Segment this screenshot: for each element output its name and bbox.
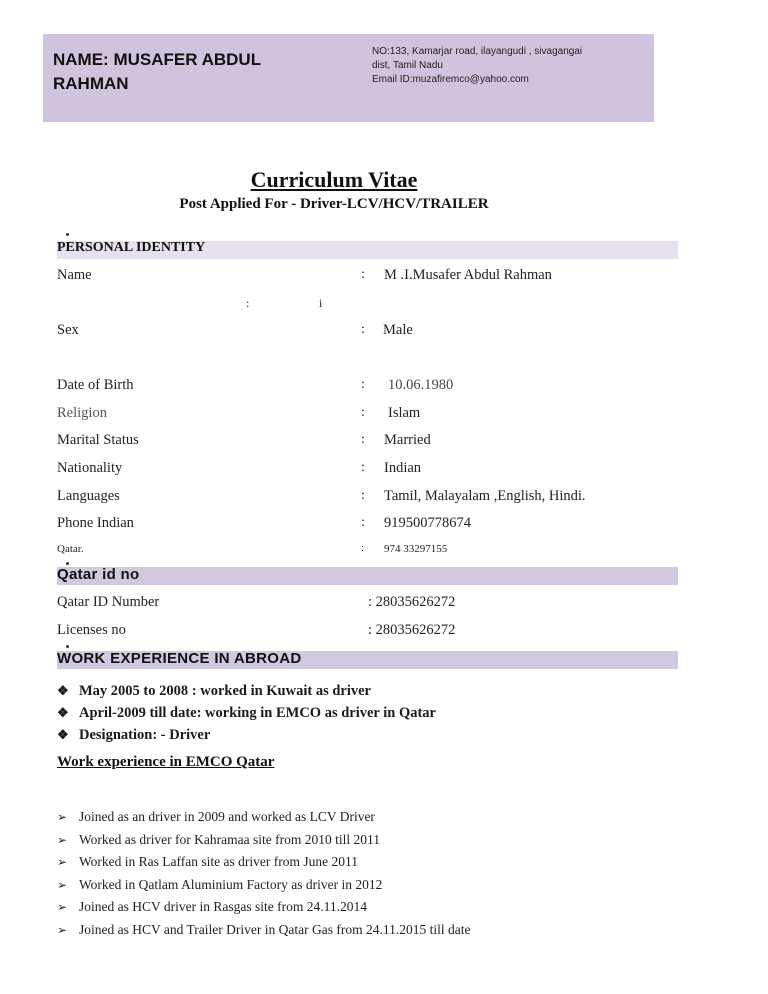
list-item: ➢ Joined as HCV and Trailer Driver in Qatar Gas from 24.11.2015 till date xyxy=(57,919,470,942)
arrow-icon: ➢ xyxy=(57,855,68,870)
label-dob: Date of Birth xyxy=(57,377,134,393)
list-item: ❖ Designation: - Driver xyxy=(57,724,436,746)
list-item: ➢ Joined as an driver in 2009 and worked as LCV Driver xyxy=(57,806,470,829)
label-sex: Sex xyxy=(57,322,79,338)
section-heading-qatar: Qatar id no xyxy=(57,566,140,583)
stray-dot xyxy=(66,233,69,236)
stray-dot xyxy=(66,645,69,648)
label-licenses: Licenses no xyxy=(57,622,126,638)
list-item: ➢ Worked in Qatlam Aluminium Factory as driver in 2012 xyxy=(57,874,470,897)
email: Email ID:muzafiremco@yahoo.com xyxy=(372,74,529,85)
contact-block xyxy=(372,45,647,87)
label-phone-qatar: Qatar. xyxy=(57,543,84,555)
value-phone-qatar: 974 33297155 xyxy=(384,543,448,555)
post-applied: Post Applied For - Driver-LCV/HCV/TRAILER xyxy=(179,196,489,212)
arrow-icon: ➢ xyxy=(57,877,68,892)
colon: : xyxy=(361,488,365,503)
bullet-icon: ❖ xyxy=(57,727,69,742)
subheading-emco: Work experience in EMCO Qatar xyxy=(57,754,275,770)
colon: : xyxy=(361,432,365,447)
colon: : xyxy=(361,322,365,337)
value-phone-indian: 919500778674 xyxy=(384,515,471,531)
value-languages: Tamil, Malayalam ,English, Hindi. xyxy=(384,488,586,504)
document-title: Curriculum Vitae xyxy=(250,167,418,192)
label-qatar-id: Qatar ID Number xyxy=(57,594,160,610)
value-nationality: Indian xyxy=(384,460,422,476)
colon: : xyxy=(361,542,365,554)
list-item: ❖ May 2005 to 2008 : worked in Kuwait as driver xyxy=(57,680,436,702)
colon: : xyxy=(361,377,365,392)
list-item: ➢ Joined as HCV driver in Rasgas site from 24.11.2014 xyxy=(57,896,470,919)
list-item: ❖ April-2009 till date: working in EMCO as driver in Qatar xyxy=(57,702,436,724)
bullet-icon: ❖ xyxy=(57,705,69,720)
value-religion: Islam xyxy=(388,405,421,421)
label-phone-indian: Phone Indian xyxy=(57,515,134,531)
value-name: M .I.Musafer Abdul Rahman xyxy=(384,267,552,283)
label-languages: Languages xyxy=(57,488,120,504)
emco-list xyxy=(57,806,470,942)
arrow-icon: ➢ xyxy=(57,832,68,847)
arrow-icon: ➢ xyxy=(57,810,68,824)
value-marital: Married xyxy=(384,432,431,448)
label-religion: Religion xyxy=(57,405,107,421)
label-nationality: Nationality xyxy=(57,460,123,476)
stray-dot xyxy=(66,562,69,565)
candidate-name: NAME: MUSAFER ABDUL RAHMAN xyxy=(53,50,261,93)
section-heading-work: WORK EXPERIENCE IN ABROAD xyxy=(57,650,302,667)
section-bar-qatar xyxy=(57,567,678,585)
list-item: ➢ Worked in Ras Laffan site as driver from June 2011 xyxy=(57,851,470,874)
bullet-icon: ❖ xyxy=(57,683,69,698)
colon: : xyxy=(361,267,365,282)
address-line-2: dist, Tamil Nadu xyxy=(372,60,443,71)
address-line-1: NO:133, Kamarjar road, ilayangudi , sivagangai xyxy=(372,46,583,57)
colon: : xyxy=(361,460,365,475)
value-qatar-id: : 28035626272 xyxy=(368,594,456,610)
arrow-icon: ➢ xyxy=(57,922,68,937)
work-abroad-list xyxy=(57,680,436,746)
colon: : xyxy=(361,515,365,530)
section-heading-personal: PERSONAL IDENTITY xyxy=(57,240,206,255)
stray-colon: : xyxy=(246,296,250,310)
arrow-icon: ➢ xyxy=(57,900,68,915)
colon: : xyxy=(361,405,365,420)
value-dob: 10.06.1980 xyxy=(388,377,454,393)
value-licenses: : 28035626272 xyxy=(368,622,456,638)
value-sex: Male xyxy=(383,322,413,338)
label-marital: Marital Status xyxy=(57,432,139,448)
label-name: Name xyxy=(57,267,92,283)
stray-char: i xyxy=(319,296,323,310)
list-item: ➢ Worked as driver for Kahramaa site from 2010 till 2011 xyxy=(57,829,470,852)
